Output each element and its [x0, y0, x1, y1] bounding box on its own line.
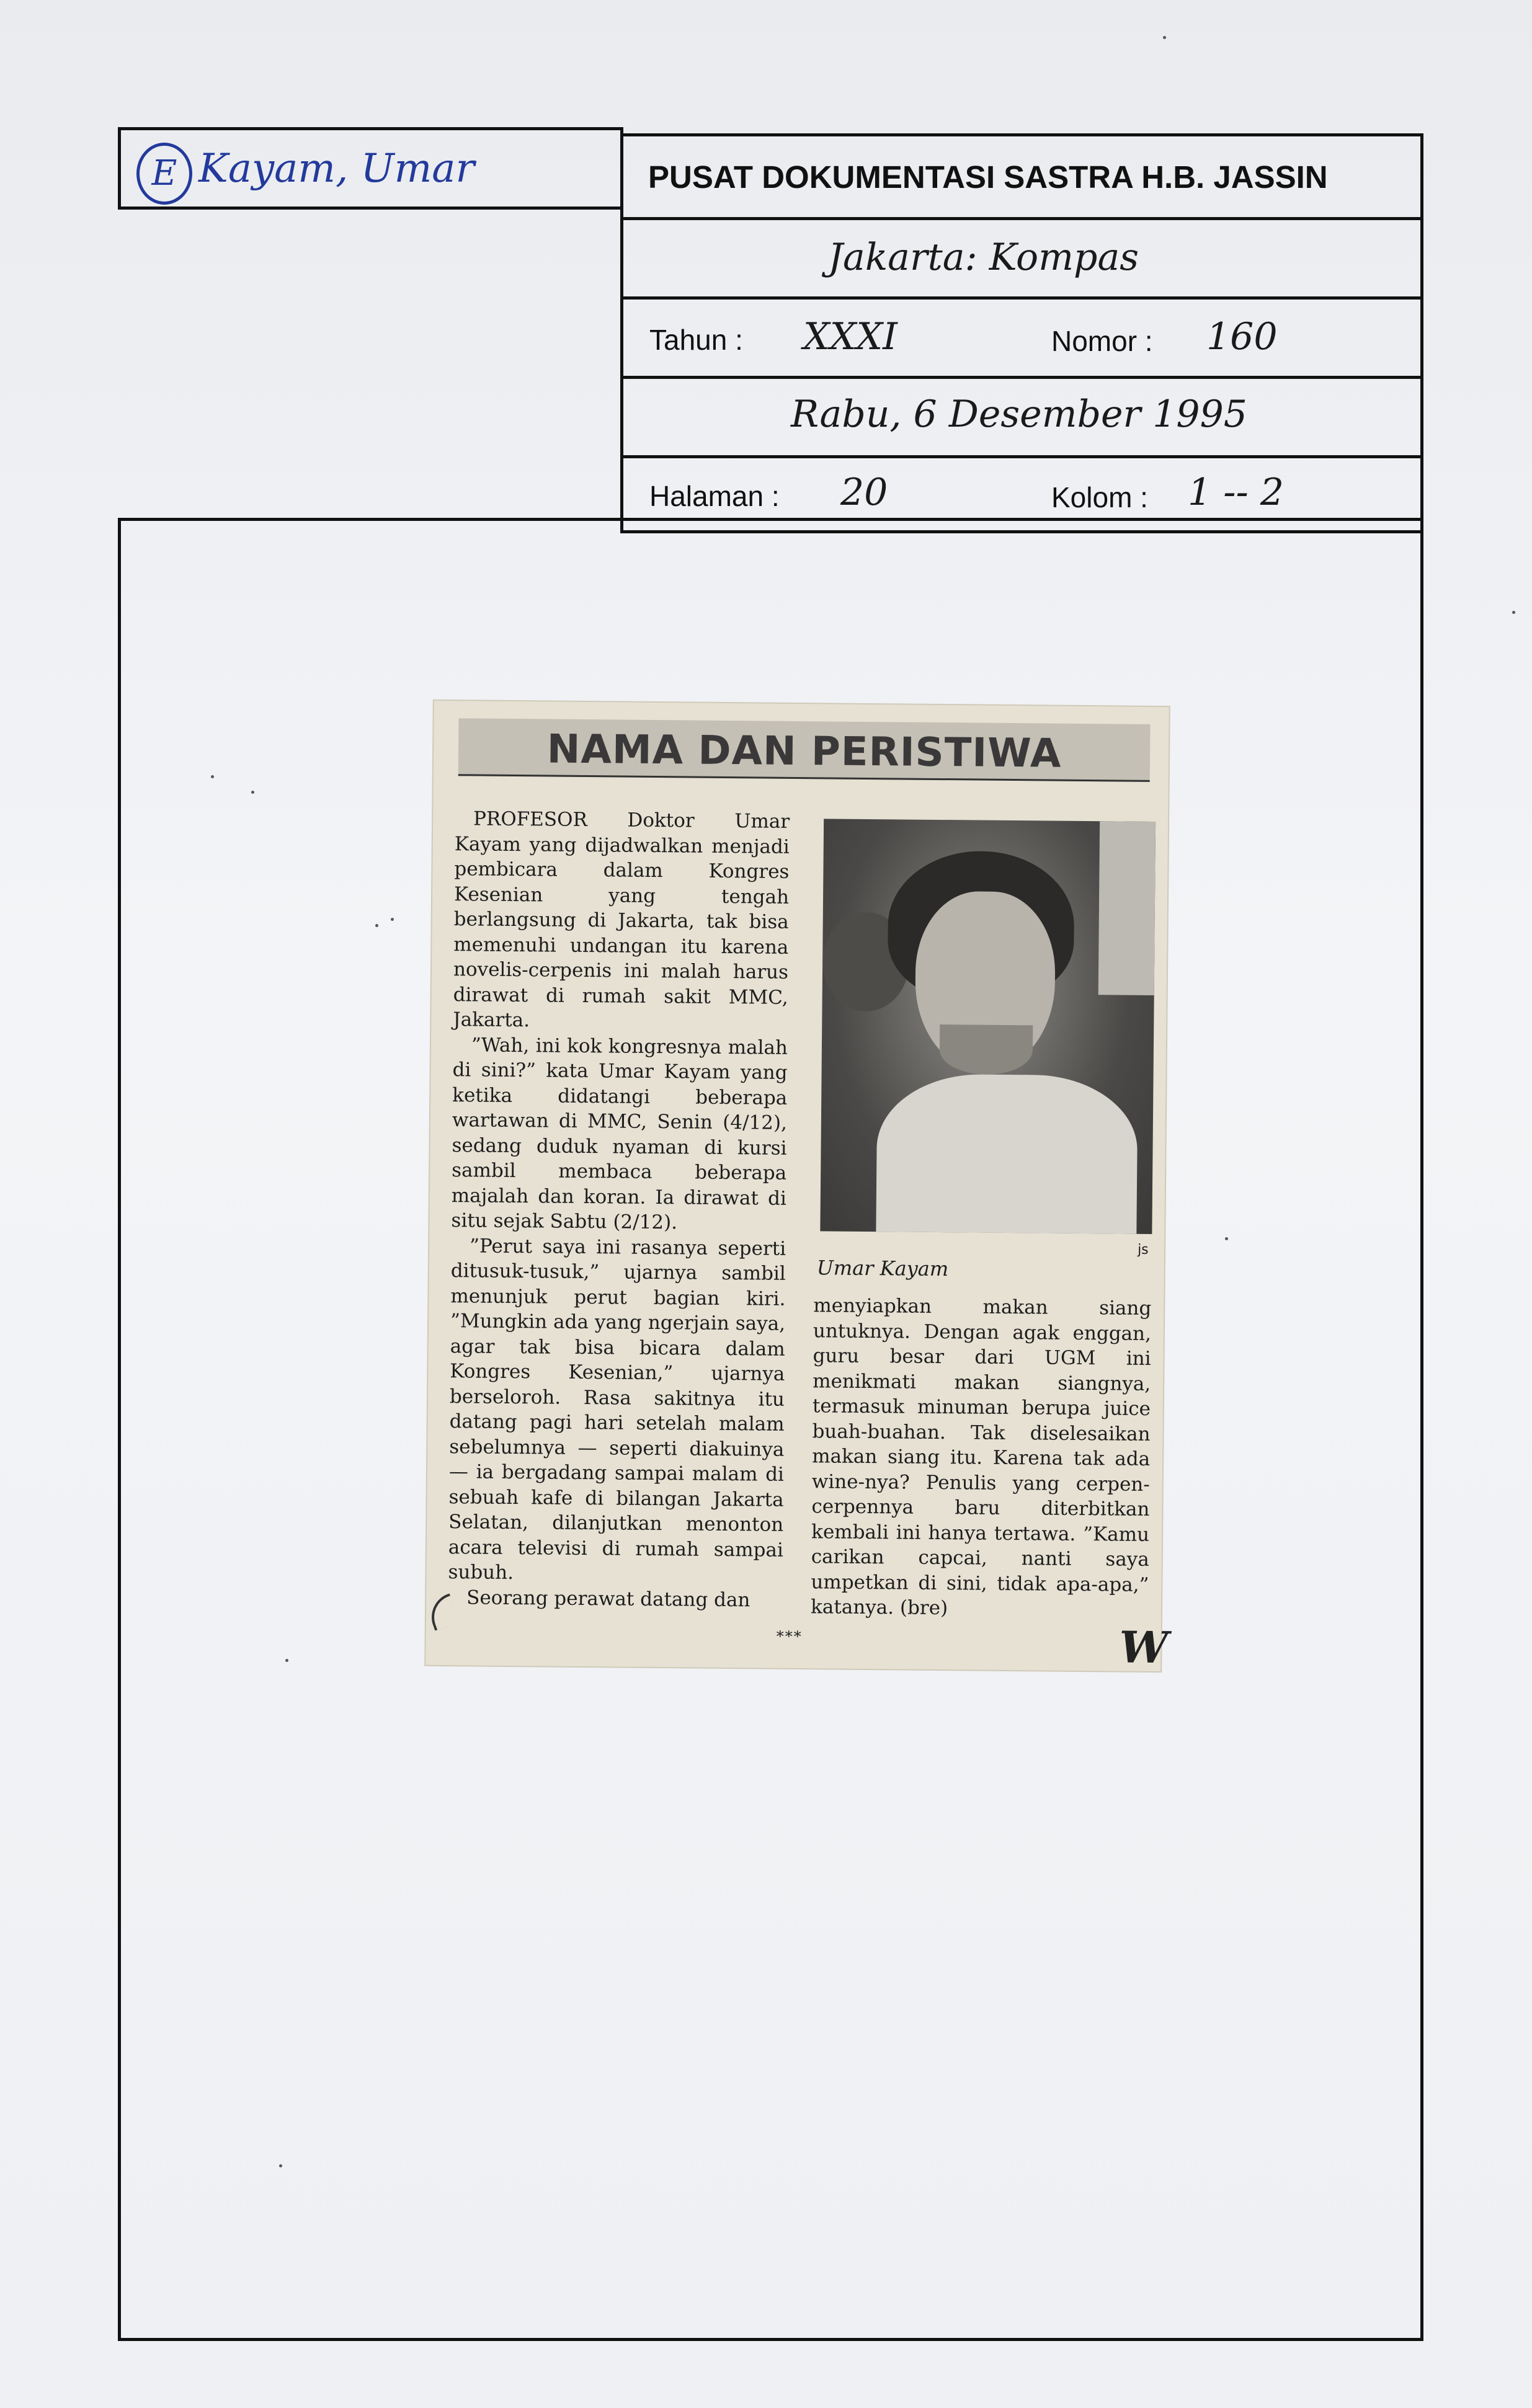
paper-speck: [211, 775, 214, 778]
article-paragraph: Seorang perawat datang dan: [466, 1586, 750, 1611]
institution-row: [623, 136, 1420, 220]
kolom-label: Kolom :: [1051, 481, 1148, 513]
paper-speck: [1512, 611, 1515, 614]
halaman-value: 20: [840, 471, 888, 514]
paper-speck: [375, 924, 378, 927]
article-paragraph: ”Perut saya ini rasanya seperti ditusuk-tusuk,” ujarnya sambil menunjuk perut bagian kiri. ”Mungkin ada yang ngerjain saya, agar tak bisa bicara dalam Kongres Kesenian,” ujarnya berseloroh. Rasa sakitnya itu datang pagi hari setelah malam sebelumnya — seperti diakuinya — ia bergadang sampai malam di sebuah kafe di bilangan Jakarta Selatan, dilanjutkan menonton acara televisi di rumah sampai subuh.: [448, 1234, 786, 1584]
date-row: [623, 379, 1420, 458]
source-row: [623, 220, 1420, 300]
subject-name: Kayam, Umar: [198, 146, 475, 192]
paper-speck: [279, 2164, 282, 2167]
end-mark: ***: [776, 1627, 803, 1646]
subject-name-box: [118, 127, 623, 210]
article-paragraph: ”Wah, ini kok kongresnya malah di sini?” kata Umar Kayam yang ketika didatangi beberapa wartawan di MMC, Senin (4/12), sedang duduk nyaman di kursi sambil membaca beberapa majalah dan koran. Ia dirawat di situ sejak Sabtu (2/12).: [451, 1033, 788, 1234]
kolom-value: 1 -- 2: [1188, 471, 1285, 514]
paper-speck: [251, 791, 254, 794]
tahun-value: XXXI: [803, 315, 897, 358]
date-value: Rabu, 6 Desember 1995: [791, 393, 1247, 436]
handwritten-initials: W: [1119, 1621, 1169, 1674]
article-paragraph: menyiapkan makan siang untuknya. Dengan agak enggan, guru besar dari UGM ini menikmati makan siangnya, termasuk minuman berupa juice buah-buahan. Tak diselesaikan makan siang itu. Karena tak ada wine-nya? Penulis yang cerpen-cerpennya baru diterbitkan kembali ini hanya tertawa. ”Kamu carikan capcai, nanti saya umpetkan di sini, tidak apa-apa,” katanya. (bre): [810, 1294, 1152, 1620]
paper-speck: [1163, 36, 1166, 39]
nomor-value: 160: [1206, 315, 1278, 358]
institution-name: PUSAT DOKUMENTASI SASTRA H.B. JASSIN: [648, 159, 1328, 195]
category-circle-mark: E: [136, 143, 192, 205]
portrait-photo: [820, 819, 1156, 1234]
photo-caption: Umar Kayam: [816, 1256, 949, 1281]
paper-speck: [1225, 1237, 1228, 1240]
article-column-left: [448, 806, 790, 1613]
nomor-label: Nomor :: [1051, 325, 1153, 357]
article-paragraph: PROFESOR Doktor Umar Kayam yang dijadwalkan menjadi pembicara dalam Kongres Kesenian yang tengah berlangsung di Jakarta, tak bisa memenuhi undangan itu karena novelis-cerpenis ini malah harus dirawat di rumah sakit MMC, Jakarta.: [453, 807, 790, 1032]
clipping-heading-bar: [458, 718, 1151, 782]
source-value: Jakarta: Kompas: [828, 236, 1139, 279]
newspaper-clipping: [425, 701, 1169, 1674]
document-metadata-form: [620, 133, 1423, 533]
halaman-label: Halaman :: [649, 480, 780, 512]
article-column-right: [811, 1293, 1152, 1622]
photo-credit: js: [1138, 1242, 1149, 1258]
paper-speck: [285, 1659, 288, 1662]
tahun-label: Tahun :: [649, 324, 743, 356]
clipping-heading: NAMA DAN PERISTIWA: [546, 726, 1062, 777]
tahun-nomor-row: [623, 300, 1420, 379]
paper-speck: [391, 918, 394, 921]
